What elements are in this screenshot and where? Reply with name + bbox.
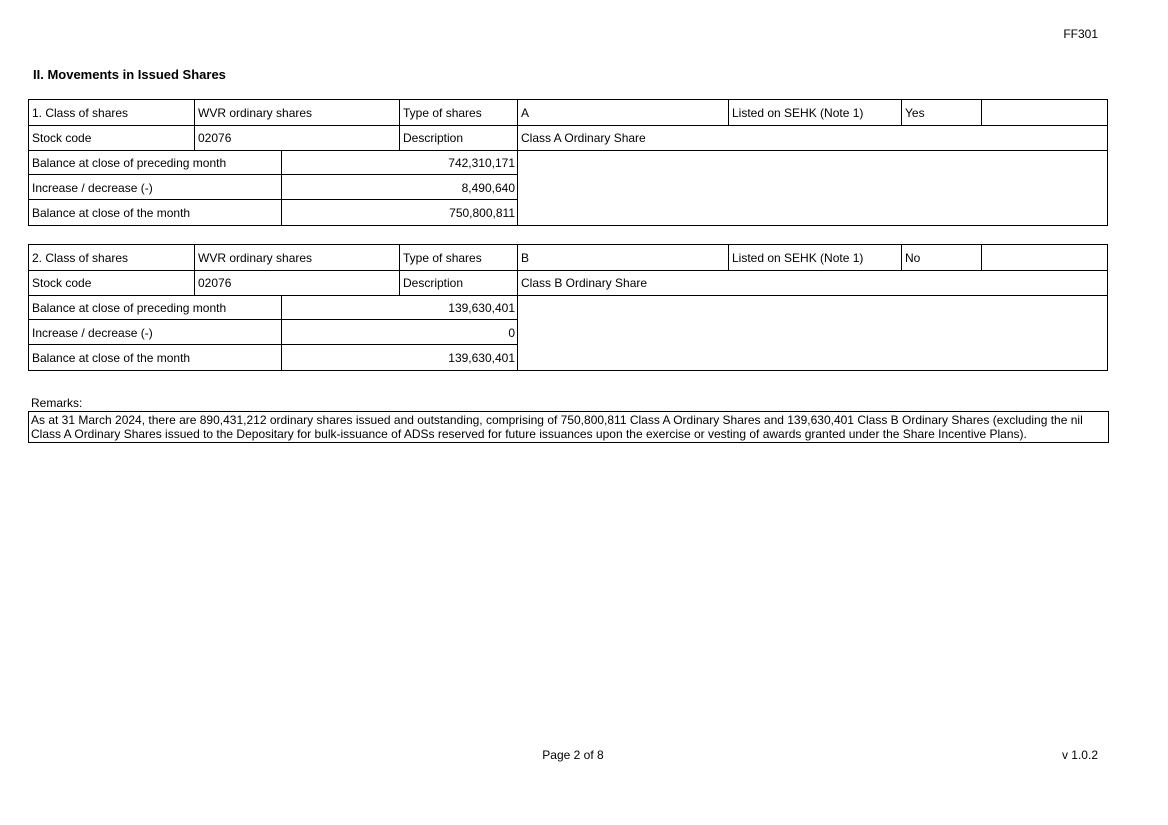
listed-value: Yes (901, 100, 981, 125)
description-value: Class B Ordinary Share (517, 271, 1107, 295)
closing-balance-row (29, 200, 1107, 225)
closing-balance-row (29, 345, 1107, 370)
type-label: Type of shares (399, 245, 517, 270)
type-label: Type of shares (399, 100, 517, 125)
closing-balance-value: 750,800,811 (281, 200, 517, 225)
listed-value: No (901, 245, 981, 270)
remarks-text: As at 31 March 2024, there are 890,431,212 ordinary shares issued and outstanding, comprising of 750,800,811 Class A Ordinary Shares and 139,630,401 Class B Ordinary Shares (excluding the nil Class A Ordinary Shares issued to the Depositary for bulk-issuance of ADSs reserved for future issuances upon the exercise or vesting of awards granted under the Share Incentive Plans). (28, 411, 1109, 443)
change-label: Increase / decrease (-) (32, 325, 153, 340)
preceding-balance-value: 139,630,401 (281, 296, 517, 320)
class-row (29, 100, 1107, 125)
share-class-table-1 (28, 99, 1108, 226)
class-row (29, 245, 1107, 270)
stock-code-label: Stock code (32, 131, 92, 145)
class-value: WVR ordinary shares (194, 245, 399, 270)
remarks-label: Remarks: (31, 396, 83, 410)
preceding-balance-label: Balance at close of preceding month (32, 301, 227, 315)
stock-code-row (29, 125, 1107, 150)
blank-cell (981, 100, 1107, 125)
class-label: 2. Class of shares (32, 250, 129, 265)
change-value: 0 (281, 320, 517, 345)
preceding-balance-value: 742,310,171 (281, 151, 517, 175)
class-label: 1. Class of shares (32, 105, 129, 120)
stock-code-label: Stock code (32, 276, 92, 290)
type-value: A (517, 100, 728, 125)
change-row (29, 320, 1107, 345)
description-value: Class A Ordinary Share (517, 126, 1107, 150)
type-value: B (517, 245, 728, 270)
closing-balance-label: Balance at close of the month (32, 205, 191, 220)
preceding-balance-row (29, 295, 1107, 320)
share-class-table-2 (28, 244, 1108, 371)
section-title: II. Movements in Issued Shares (33, 67, 226, 82)
version-label: v 1.0.2 (1061, 748, 1098, 762)
change-value: 8,490,640 (281, 175, 517, 200)
preceding-balance-label: Balance at close of preceding month (32, 156, 227, 170)
change-label: Increase / decrease (-) (32, 180, 153, 195)
description-label: Description (399, 126, 517, 150)
stock-code-value: 02076 (194, 271, 399, 295)
description-label: Description (399, 271, 517, 295)
stock-code-row (29, 270, 1107, 295)
stock-code-value: 02076 (194, 126, 399, 150)
preceding-balance-row (29, 150, 1107, 175)
listed-label: Listed on SEHK (Note 1) (728, 245, 901, 270)
form-code: FF301 (1063, 27, 1098, 41)
blank-cell (981, 245, 1107, 270)
page-number: Page 2 of 8 (542, 748, 604, 762)
closing-balance-label: Balance at close of the month (32, 350, 191, 365)
closing-balance-value: 139,630,401 (281, 345, 517, 370)
change-row (29, 175, 1107, 200)
listed-label: Listed on SEHK (Note 1) (728, 100, 901, 125)
class-value: WVR ordinary shares (194, 100, 399, 125)
